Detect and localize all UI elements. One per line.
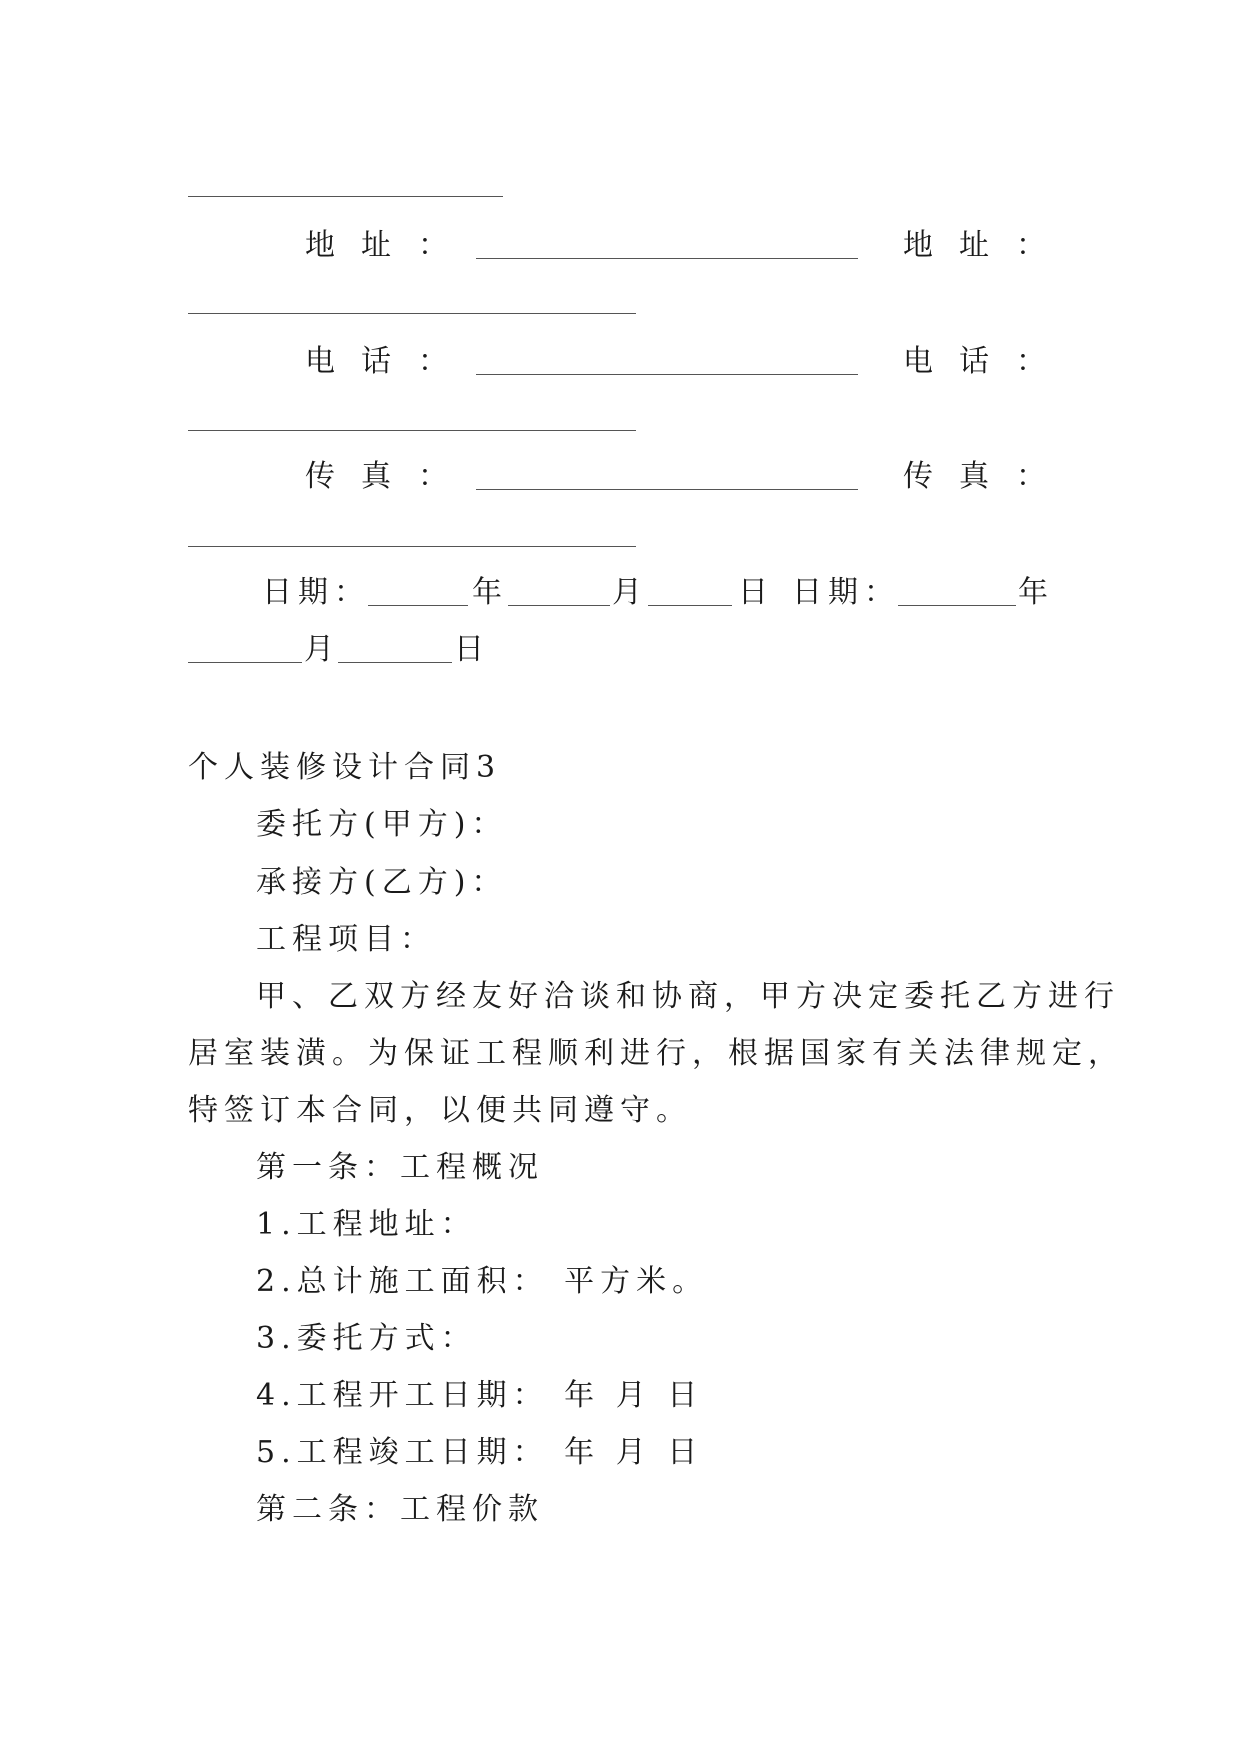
- colon: ：: [418, 344, 448, 379]
- article-2-title: 第二条：工程价款: [256, 1492, 544, 1527]
- article-1-title: 第一条：工程概况: [256, 1150, 544, 1185]
- intro-line-3: 特签订本合同，以便共同遵守。: [188, 1093, 692, 1128]
- date-label-left: 日期：: [262, 575, 370, 610]
- address-blank-left[interactable]: [476, 258, 858, 259]
- month-blank-right[interactable]: [188, 662, 302, 663]
- phone-blank-left[interactable]: [476, 374, 858, 375]
- fax-blank-right[interactable]: [188, 546, 636, 547]
- phone-blank-right[interactable]: [188, 430, 636, 431]
- colon: ：: [418, 459, 448, 494]
- day-char: 日: [738, 575, 768, 610]
- colon: ：: [1016, 459, 1046, 494]
- fax-label-left: 传真: [305, 459, 417, 494]
- fax-blank-left[interactable]: [476, 489, 858, 490]
- day-char: 日: [454, 632, 484, 667]
- intro-line-1: 甲、乙双方经友好洽谈和协商，甲方决定委托乙方进行: [256, 979, 1120, 1014]
- contract-title: 个人装修设计合同3: [188, 750, 502, 785]
- contractor-line: 承接方(乙方)：: [256, 865, 508, 900]
- phone-label-left: 电话: [305, 344, 417, 379]
- year-char: 年: [472, 575, 502, 610]
- year-blank-left[interactable]: [368, 605, 468, 606]
- address-label-left: 地址: [305, 228, 417, 263]
- colon: ：: [1016, 344, 1046, 379]
- phone-label-right: 电话: [903, 344, 1015, 379]
- month-char: 月: [304, 632, 334, 667]
- fax-label-right: 传真: [903, 459, 1015, 494]
- item-4: 4.工程开工日期： 年 月 日: [256, 1378, 704, 1413]
- item-3: 3.委托方式：: [256, 1321, 477, 1356]
- year-blank-right[interactable]: [898, 605, 1016, 606]
- day-blank-left[interactable]: [648, 605, 732, 606]
- address-blank-right[interactable]: [188, 313, 636, 314]
- year-char: 年: [1018, 575, 1048, 610]
- item-1: 1.工程地址：: [256, 1207, 477, 1242]
- project-line: 工程项目：: [256, 922, 436, 957]
- client-line: 委托方(甲方)：: [256, 807, 508, 842]
- month-blank-left[interactable]: [508, 605, 610, 606]
- blank-underline: [188, 196, 503, 197]
- colon: ：: [1016, 228, 1046, 263]
- month-char: 月: [612, 575, 642, 610]
- item-5: 5.工程竣工日期： 年 月 日: [256, 1435, 704, 1470]
- intro-line-2: 居室装潢。为保证工程顺利进行，根据国家有关法律规定，: [188, 1036, 1124, 1071]
- date-label-right: 日期：: [792, 575, 900, 610]
- address-label-right: 地址: [903, 228, 1015, 263]
- colon: ：: [418, 228, 448, 263]
- item-2: 2.总计施工面积： 平方米。: [256, 1264, 709, 1299]
- day-blank-right[interactable]: [338, 662, 452, 663]
